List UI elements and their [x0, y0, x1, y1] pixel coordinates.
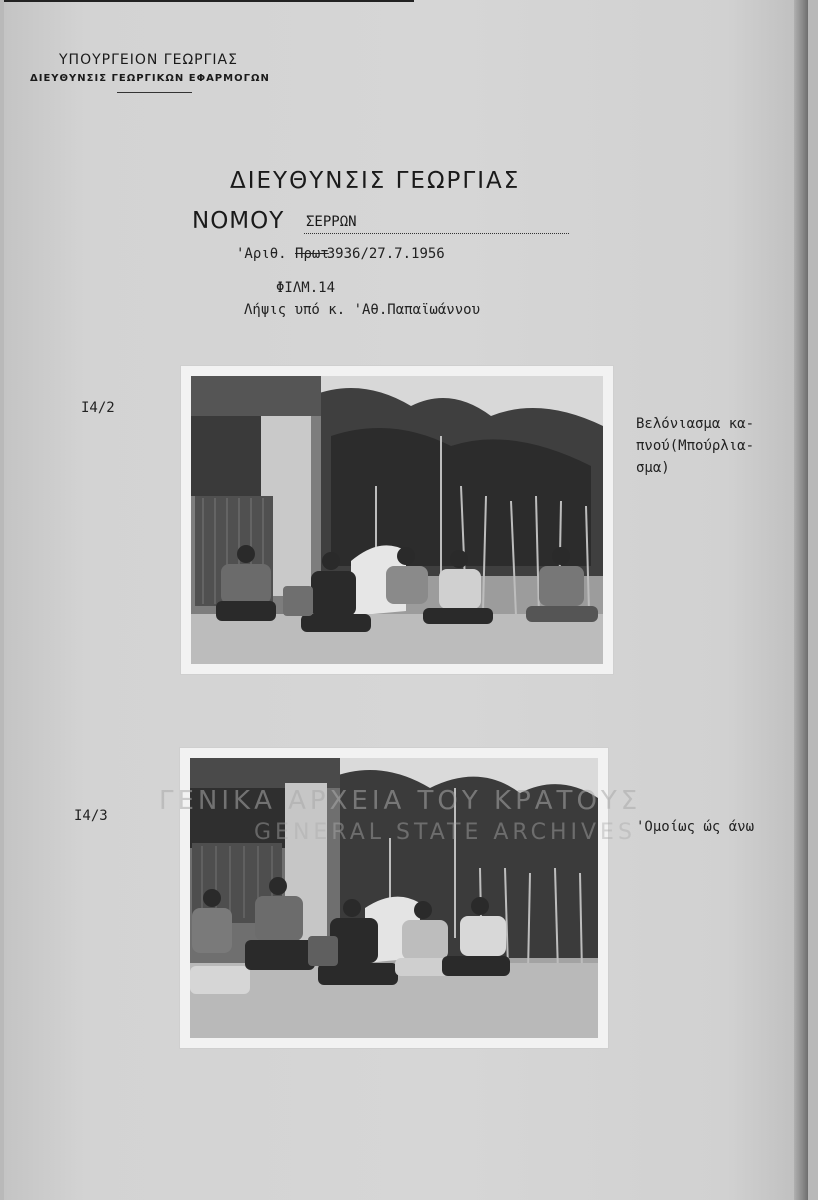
- film-number: ΦΙΛΜ.14: [276, 280, 336, 296]
- caption-1-line-1: Βελόνιασμα κα-: [636, 416, 755, 432]
- letterhead-directorate: ΔΙΕΥΘΥΝΣΙΣ ΓΕΩΡΓΙΚΩΝ ΕΦΑΡΜΟΓΩΝ: [30, 73, 270, 84]
- page-binding-edge: [794, 0, 808, 1200]
- protocol-line: [236, 246, 445, 262]
- archive-watermark-english: GENERAL STATE ARCHIVES: [254, 820, 636, 845]
- photo-caption-2: [636, 816, 754, 838]
- prefecture-label: ΝΟΜΟΥ: [192, 208, 285, 234]
- top-edge-line: [4, 0, 414, 2]
- photo-caption-1: [636, 413, 754, 479]
- caption-2-line-1: 'Ομοίως ώς άνω: [636, 819, 755, 835]
- protocol-number: 3936/27.7.1956: [326, 246, 445, 262]
- caption-1-line-3: σμα): [636, 460, 670, 476]
- photo-1-image: [191, 376, 603, 664]
- letterhead-ministry: ΥΠΟΥΡΓΕΙΟΝ ΓΕΩΡΓΙΑΣ: [59, 52, 238, 68]
- letterhead-underline: [117, 92, 192, 93]
- page-heading: ΔΙΕΥΘΥΝΣΙΣ ΓΕΩΡΓΙΑΣ: [230, 168, 521, 194]
- photo-label-2: I4/3: [74, 808, 108, 824]
- prefecture-dotted-line: [304, 233, 569, 234]
- photo-label-1: I4/2: [81, 400, 115, 416]
- photographer-credit: Λήψις υπό κ. 'Αθ.Παπαϊωάννου: [244, 302, 481, 318]
- photo-1: [181, 366, 613, 674]
- archive-page: [4, 0, 808, 1200]
- protocol-struck-text: Πρωτ: [295, 246, 329, 262]
- prefecture-value: ΣΕΡΡΩΝ: [306, 214, 357, 230]
- caption-1-line-2: πνού(Μπούρλια-: [636, 438, 755, 454]
- archive-watermark-greek: ΓΕΝΙΚΑ ΑΡΧΕΙΑ ΤΟΥ ΚΡΑΤΟΥΣ: [159, 786, 642, 816]
- protocol-prefix: 'Αριθ.: [236, 246, 287, 262]
